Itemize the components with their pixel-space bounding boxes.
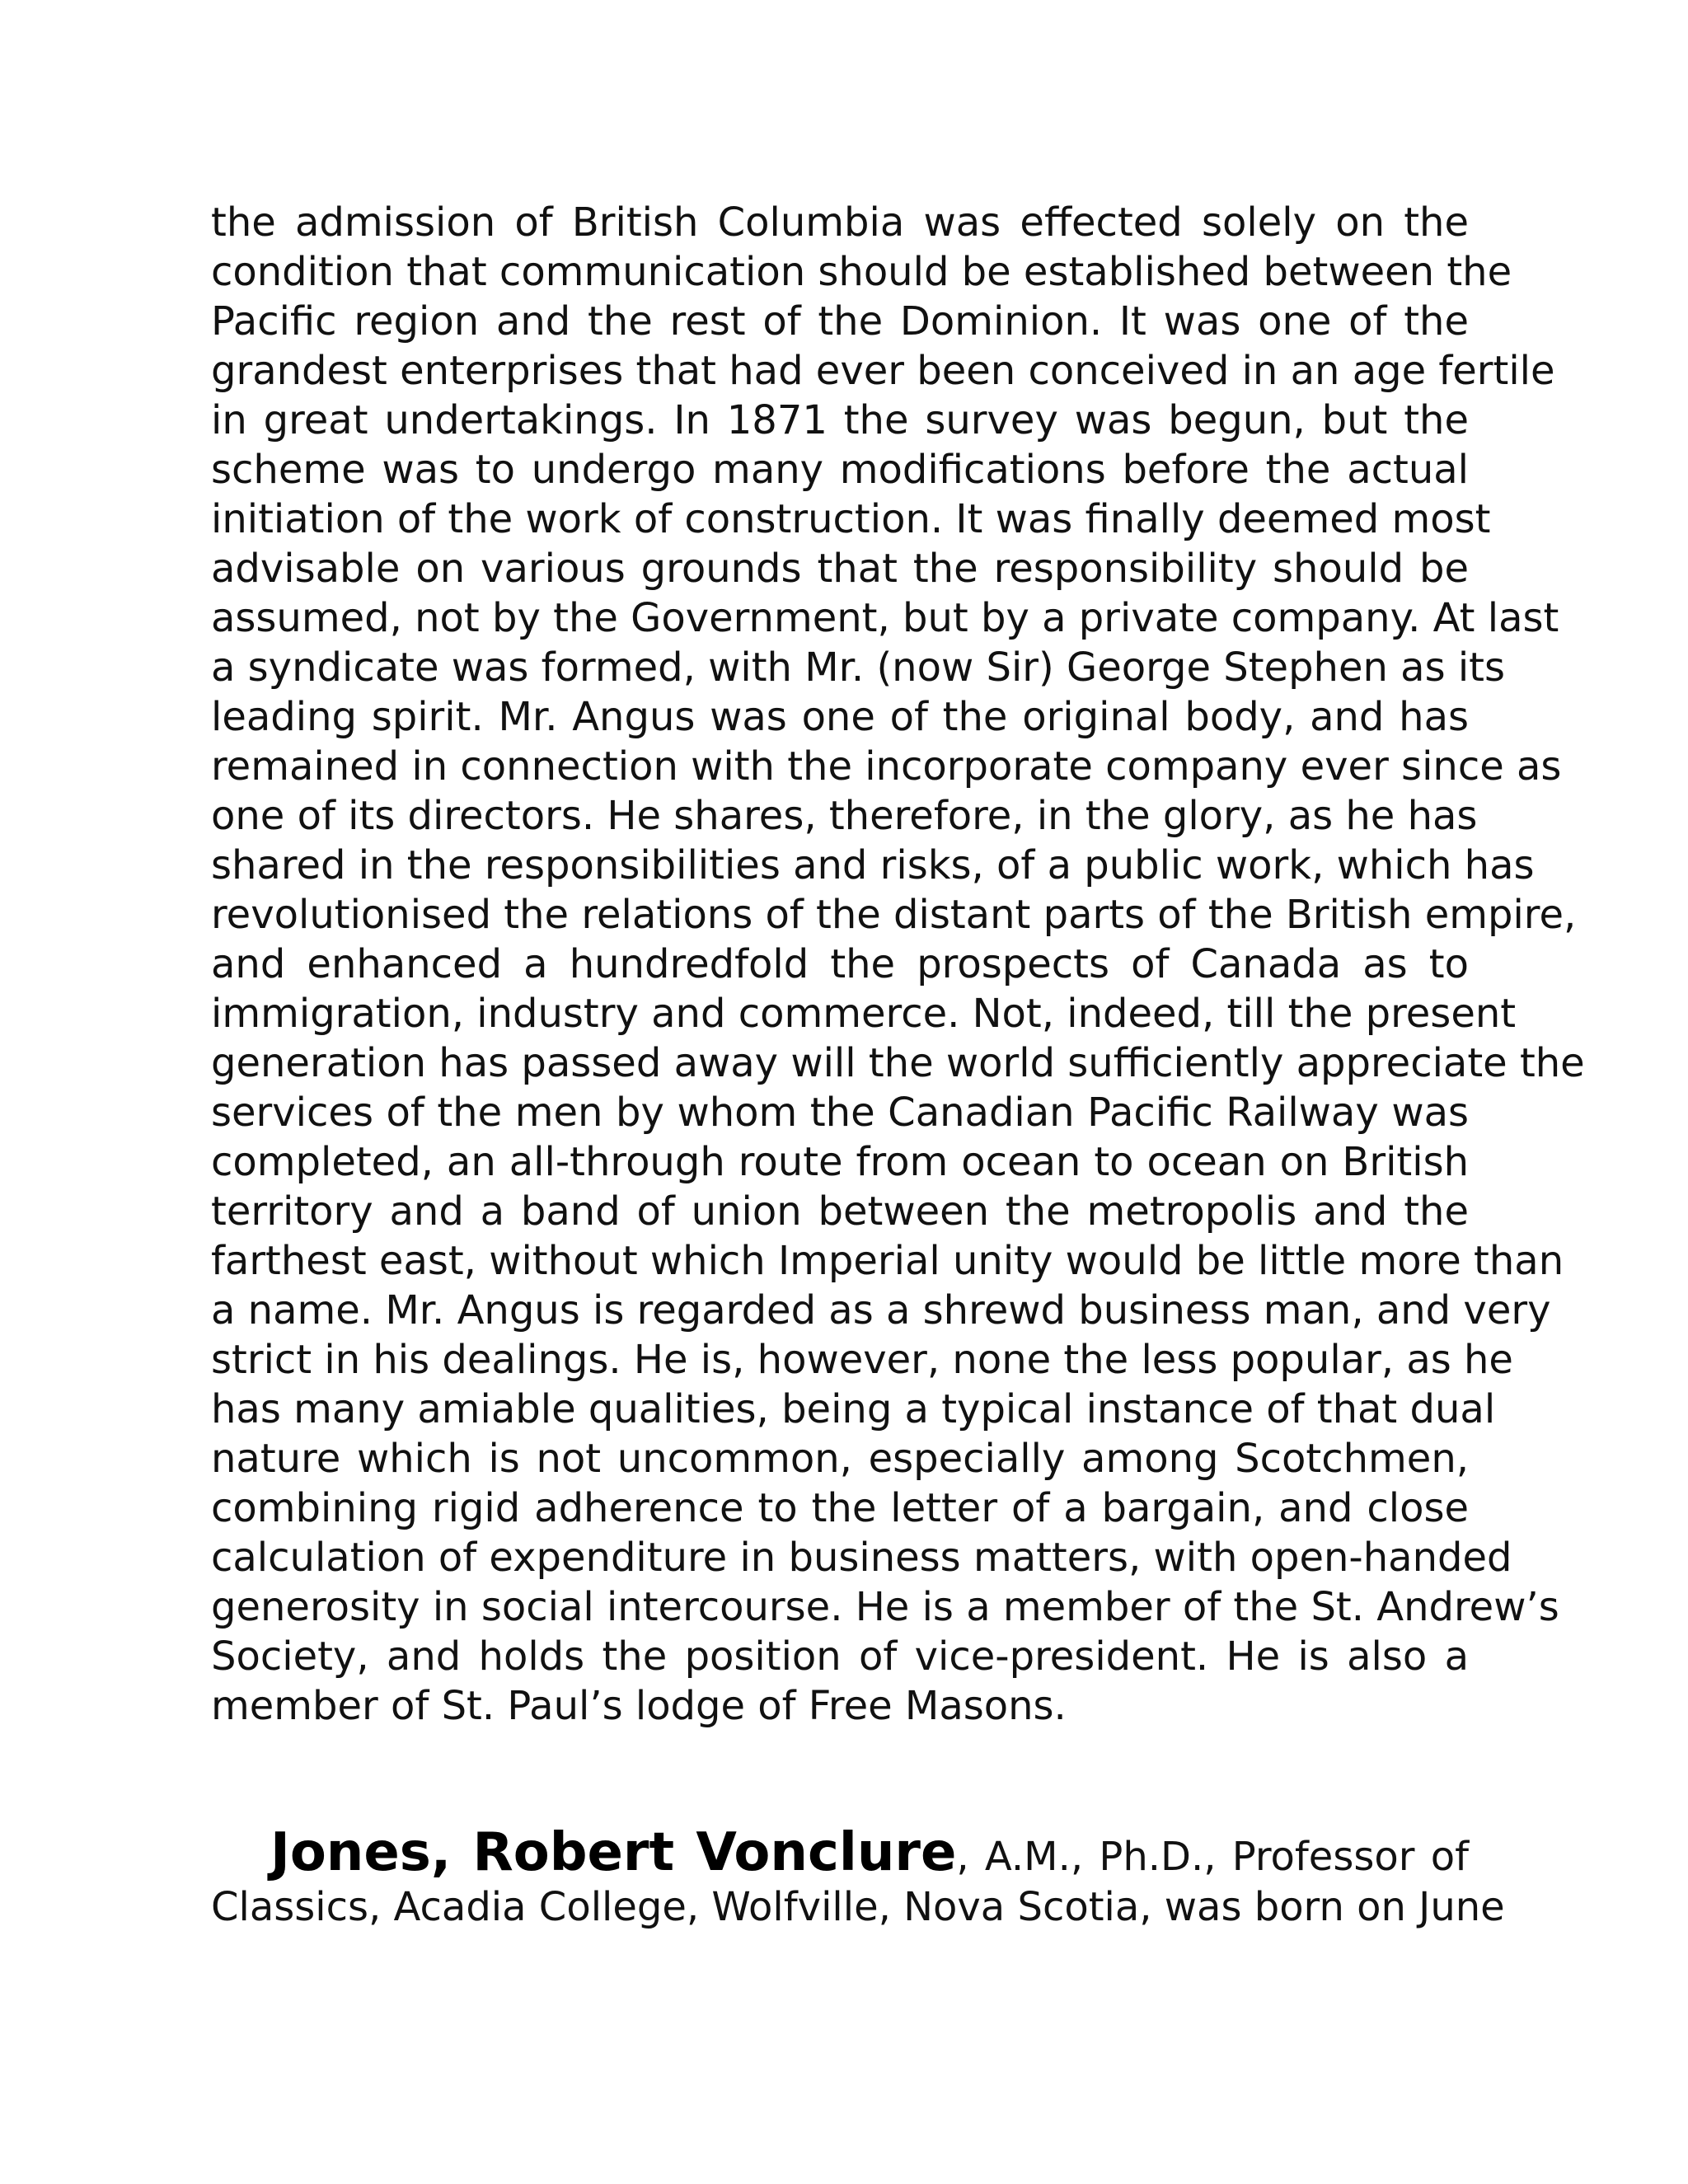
text-line: services of the men by whom the Canadian Pacific Railway was	[211, 1090, 1469, 1136]
text-line: revolutionised the relations of the distant parts of the British empire,	[211, 892, 1577, 938]
text-line: the admission of British Columbia was effected solely on the	[211, 199, 1469, 246]
text-line: completed, an all-through route from ocean to ocean on British	[211, 1139, 1469, 1185]
text-line: nature which is not uncommon, especially among Scotchmen,	[211, 1436, 1469, 1482]
text-line: and enhanced a hundredfold the prospects of Canada as to	[211, 941, 1469, 987]
text-line: grandest enterprises that had ever been conceived in an age fertile	[211, 348, 1555, 394]
text-line: advisable on various grounds that the responsibility should be	[211, 546, 1469, 592]
text-line: strict in his dealings. He is, however, none the less popular, as he	[211, 1337, 1513, 1383]
text-line: farthest east, without which Imperial unity would be little more than	[211, 1238, 1564, 1284]
text-line: in great undertakings. In 1871 the survey was begun, but the	[211, 397, 1469, 443]
text-line: generosity in social intercourse. He is a member of the St. Andrew’s	[211, 1584, 1559, 1630]
text-line: calculation of expenditure in business matters, with open-handed	[211, 1535, 1512, 1581]
text-line: a syndicate was formed, with Mr. (now Sir) George Stephen as its	[211, 644, 1506, 691]
biography-paragraph	[211, 198, 1585, 1731]
text-line: initiation of the work of construction. It was finally deemed most	[211, 496, 1491, 542]
text-line: member of St. Paul’s lodge of Free Masons.	[211, 1683, 1067, 1729]
text-line: Classics, Acadia College, Wolfville, Nova Scotia, was born on June	[211, 1884, 1505, 1930]
entry-credentials: , A.M., Ph.D., Professor of	[956, 1834, 1470, 1880]
text-line: condition that communication should be established between the	[211, 249, 1512, 295]
text-line: remained in connection with the incorporate company ever since as	[211, 743, 1562, 790]
text-line: has many amiable qualities, being a typical instance of that dual	[211, 1386, 1496, 1432]
entry-name: Jones, Robert Vonclure	[270, 1822, 957, 1883]
text-line: one of its directors. He shares, therefore, in the glory, as he has	[211, 793, 1478, 839]
text-line: Society, and holds the position of vice-president. He is also a	[211, 1633, 1469, 1680]
text-line: combining rigid adherence to the letter of a bargain, and close	[211, 1485, 1469, 1531]
text-line: shared in the responsibilities and risks, of a public work, which has	[211, 842, 1535, 888]
text-line: generation has passed away will the world sufficiently appreciate the	[211, 1040, 1585, 1086]
biography-entry	[211, 1822, 1505, 1932]
text-line: Pacific region and the rest of the Dominion. It was one of the	[211, 298, 1469, 344]
text-line: a name. Mr. Angus is regarded as a shrewd business man, and very	[211, 1287, 1551, 1333]
text-line: scheme was to undergo many modifications before the actual	[211, 447, 1469, 493]
text-line: assumed, not by the Government, but by a private company. At last	[211, 595, 1559, 641]
entry-first-line	[211, 1823, 1469, 1882]
text-line: territory and a band of union between the metropolis and the	[211, 1188, 1469, 1235]
text-line: leading spirit. Mr. Angus was one of the original body, and has	[211, 694, 1469, 740]
text-line: immigration, industry and commerce. Not, indeed, till the present	[211, 991, 1517, 1037]
